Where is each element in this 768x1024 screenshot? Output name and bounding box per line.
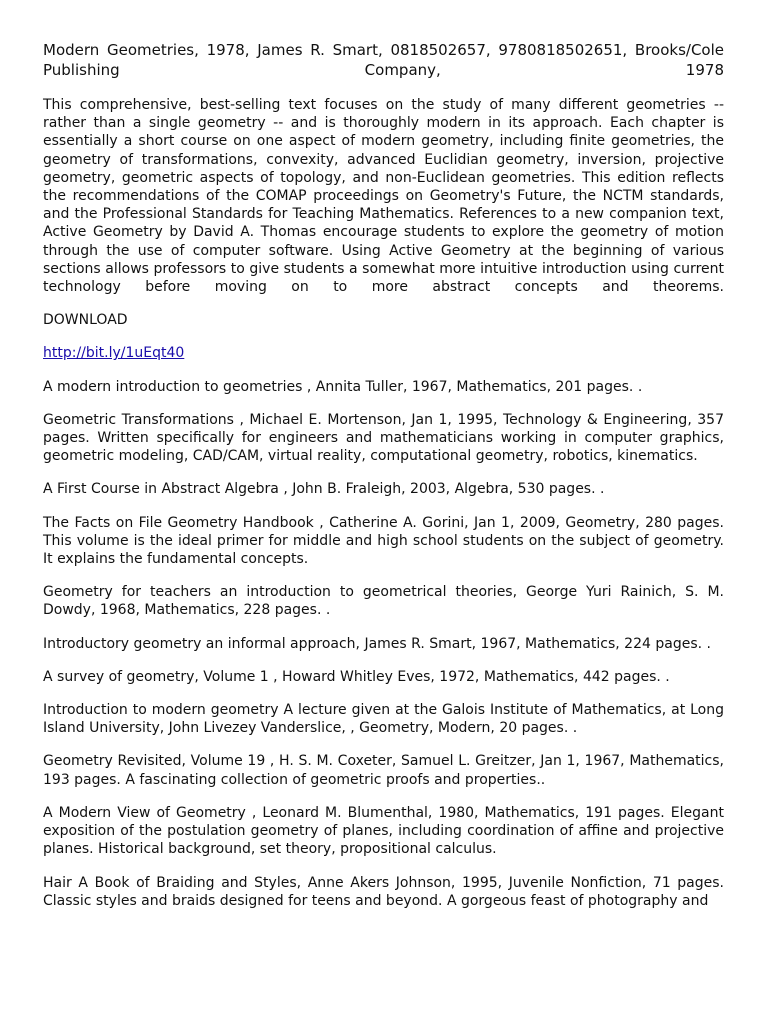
list-item: Introductory geometry an informal approach, James R. Smart, 1967, Mathematics, 224 pages. .: [43, 635, 711, 652]
list-item: Geometry for teachers an introduction to geometrical theories, George Yuri Rainich, S. M. Dowdy, 1968, Mathematics, 228 pages. .: [43, 584, 724, 619]
list-item: Hair A Book of Braiding and Styles, Anne Akers Johnson, 1995, Juvenile Nonfiction, 71 pages. Classic styles and braids designed for teens and beyond. A gorgeous feast of photography and: [43, 874, 724, 909]
list-item: A survey of geometry, Volume 1 , Howard Whitley Eves, 1972, Mathematics, 442 pages. .: [43, 668, 670, 685]
book-description: This comprehensive, best-selling text focuses on the study of many different geometries -- rather than a single geometry -- and is thoroughly modern in its approach. Each chapter is essentially a short course on one aspect of modern geometry, including finite geometries, the geometry of transformations, convexity, advanced Euclidian geometry, inversion, projective geometry, geometric aspects of topology, and non-Euclidean geometries. This edition reflects the recommendations of the COMAP proceedings on Geometry's Future, the NCTM standards, and the Professional Standards for Teaching Mathematics. References to a new companion text, Active Geometry by David A. Thomas encourage students to explore the geometry of motion through the use of computer software. Using Active Geometry at the beginning of various sections allows professors to give students a somewhat more intuitive introduction using current technology before moving on to more abstract concepts and theorems.: [43, 97, 724, 296]
book-title: Modern Geometries, 1978, James R. Smart, 0818502657, 9780818502651, Brooks/Cole Publishing Company, 1978: [43, 41, 724, 79]
list-item: A modern introduction to geometries , Annita Tuller, 1967, Mathematics, 201 pages. .: [43, 378, 643, 395]
list-item: The Facts on File Geometry Handbook , Catherine A. Gorini, Jan 1, 2009, Geometry, 280 pages. This volume is the ideal primer for middle and high school students on the subject of geometry. It explains the fundamental concepts.: [43, 514, 724, 568]
list-item: Geometric Transformations , Michael E. Mortenson, Jan 1, 1995, Technology & Engineering, 357 pages. Written specifically for engineers and mathematicians working in computer graphics, geometric modeling, CAD/CAM, virtual reality, computational geometry, robotics, kinematics.: [43, 411, 724, 465]
list-item: A Modern View of Geometry , Leonard M. Blumenthal, 1980, Mathematics, 191 pages. Elegant exposition of the postulation geometry of planes, including coordination of affine and projective planes. Historical background, set theory, propositional calculus.: [43, 804, 724, 858]
list-item: A First Course in Abstract Algebra , John B. Fraleigh, 2003, Algebra, 530 pages. .: [43, 481, 605, 498]
document-page: [43, 40, 724, 925]
download-link[interactable]: http://bit.ly/1uEqt40: [43, 345, 185, 362]
list-item: Introduction to modern geometry A lecture given at the Galois Institute of Mathematics, at Long Island University, John Livezey Vanderslice, , Geometry, Modern, 20 pages. .: [43, 702, 724, 737]
list-item: Geometry Revisited, Volume 19 , H. S. M. Coxeter, Samuel L. Greitzer, Jan 1, 1967, Mathematics, 193 pages. A fascinating collection of geometric proofs and properties..: [43, 753, 724, 788]
download-label: DOWNLOAD: [43, 312, 128, 329]
